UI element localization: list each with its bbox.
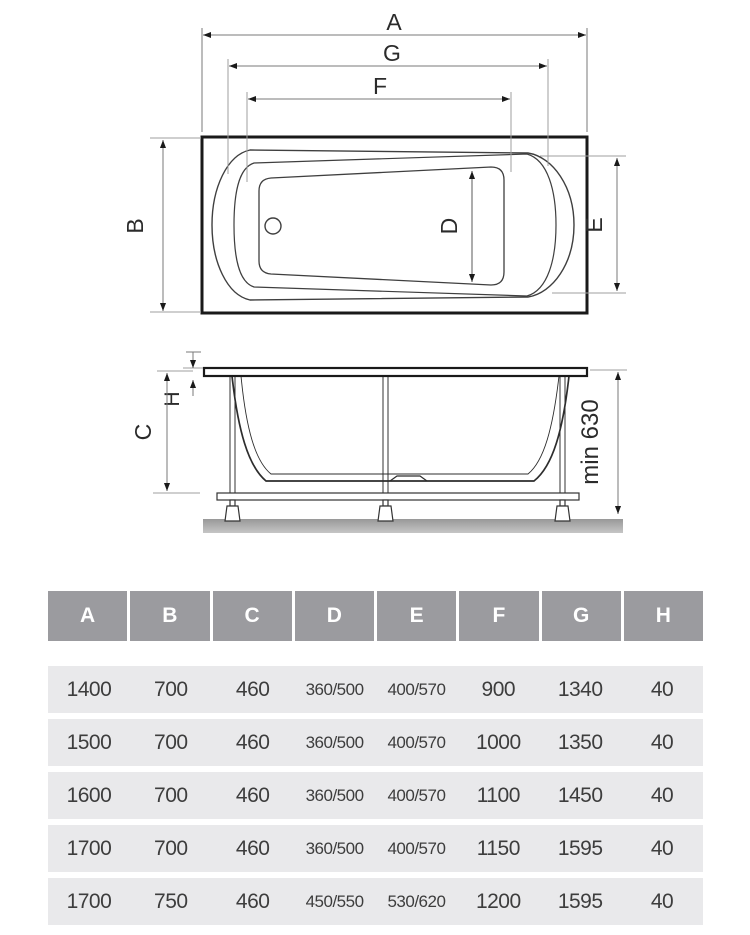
table-header-cell-f: F xyxy=(459,591,538,641)
table-cell: 460 xyxy=(235,836,270,860)
table-header-row xyxy=(48,591,703,641)
table-cell: 700 xyxy=(154,730,188,754)
table-row xyxy=(48,878,703,925)
table-cell: 360/500 xyxy=(305,785,364,805)
table-cell: 460 xyxy=(235,677,270,701)
table-cell: 1100 xyxy=(476,783,520,807)
table-cell: 900 xyxy=(481,677,516,701)
table-cell: 400/570 xyxy=(387,838,446,858)
table-cell: 40 xyxy=(650,677,674,701)
dim-label-f: F xyxy=(372,73,388,99)
table-cell: 1200 xyxy=(475,889,521,913)
table-cell: 40 xyxy=(650,730,674,754)
dimension-table xyxy=(48,591,703,931)
dim-label-g: G xyxy=(383,40,401,66)
table-header-cell-c: C xyxy=(213,591,292,641)
table-header-cell-e: E xyxy=(377,591,456,641)
table-cell: 450/550 xyxy=(305,891,364,911)
table-header-cell-g: G xyxy=(542,591,621,641)
dimension-h xyxy=(183,352,203,396)
table-body xyxy=(48,666,703,925)
table-cell: 530/620 xyxy=(387,891,446,911)
table-cell: 750 xyxy=(154,889,188,913)
table-cell: 400/570 xyxy=(387,732,446,752)
table-row xyxy=(48,719,703,766)
table-header-cell-h: H xyxy=(624,591,703,641)
dimension-b xyxy=(150,138,201,312)
table-cell: 460 xyxy=(235,730,270,754)
table-cell: 700 xyxy=(154,677,188,701)
table-row xyxy=(48,666,703,713)
table-header-cell-d: D xyxy=(295,591,374,641)
tub-rim-deck xyxy=(204,368,587,376)
table-cell: 40 xyxy=(650,889,674,913)
table-cell: 460 xyxy=(235,783,270,807)
tub-side-view xyxy=(203,368,623,533)
table-cell: 1450 xyxy=(557,783,603,807)
table-cell: 1340 xyxy=(557,677,603,701)
table-cell: 1000 xyxy=(475,730,521,754)
table-header-cell-a: A xyxy=(48,591,127,641)
table-cell: 1700 xyxy=(66,889,112,913)
table-cell: 1350 xyxy=(557,730,603,754)
table-cell: 700 xyxy=(154,836,188,860)
table-row xyxy=(48,825,703,872)
dim-label-e: E xyxy=(581,217,607,233)
table-cell: 360/500 xyxy=(305,679,364,699)
table-cell: 40 xyxy=(650,836,674,860)
table-cell: 1700 xyxy=(66,836,112,860)
table-cell: 460 xyxy=(235,889,270,913)
table-cell: 400/570 xyxy=(387,785,446,805)
frame-rail xyxy=(217,493,579,500)
table-cell: 400/570 xyxy=(387,679,446,699)
table-cell: 360/500 xyxy=(305,732,364,752)
table-row xyxy=(48,772,703,819)
table-cell: 1600 xyxy=(66,783,112,807)
dim-label-d: D xyxy=(436,217,462,235)
dim-label-h: H xyxy=(161,391,184,407)
tub-shell-outline xyxy=(232,376,569,481)
dim-label-min-height: min 630 xyxy=(577,399,604,485)
table-cell: 700 xyxy=(154,783,188,807)
table-cell: 1500 xyxy=(66,730,112,754)
table-cell: 1595 xyxy=(557,836,603,860)
table-header-cell-b: B xyxy=(130,591,209,641)
table-cell: 1150 xyxy=(476,836,520,860)
table-cell: 1595 xyxy=(557,889,603,913)
dim-label-a: A xyxy=(386,9,402,35)
adjustable-feet xyxy=(225,500,570,521)
dim-label-b: B xyxy=(122,218,148,234)
table-cell: 360/500 xyxy=(305,838,364,858)
tub-shell-inner-line xyxy=(241,376,559,474)
dim-label-c: C xyxy=(130,423,156,441)
tub-top-view xyxy=(202,137,587,313)
table-cell: 40 xyxy=(650,783,674,807)
table-cell: 1400 xyxy=(66,677,112,701)
